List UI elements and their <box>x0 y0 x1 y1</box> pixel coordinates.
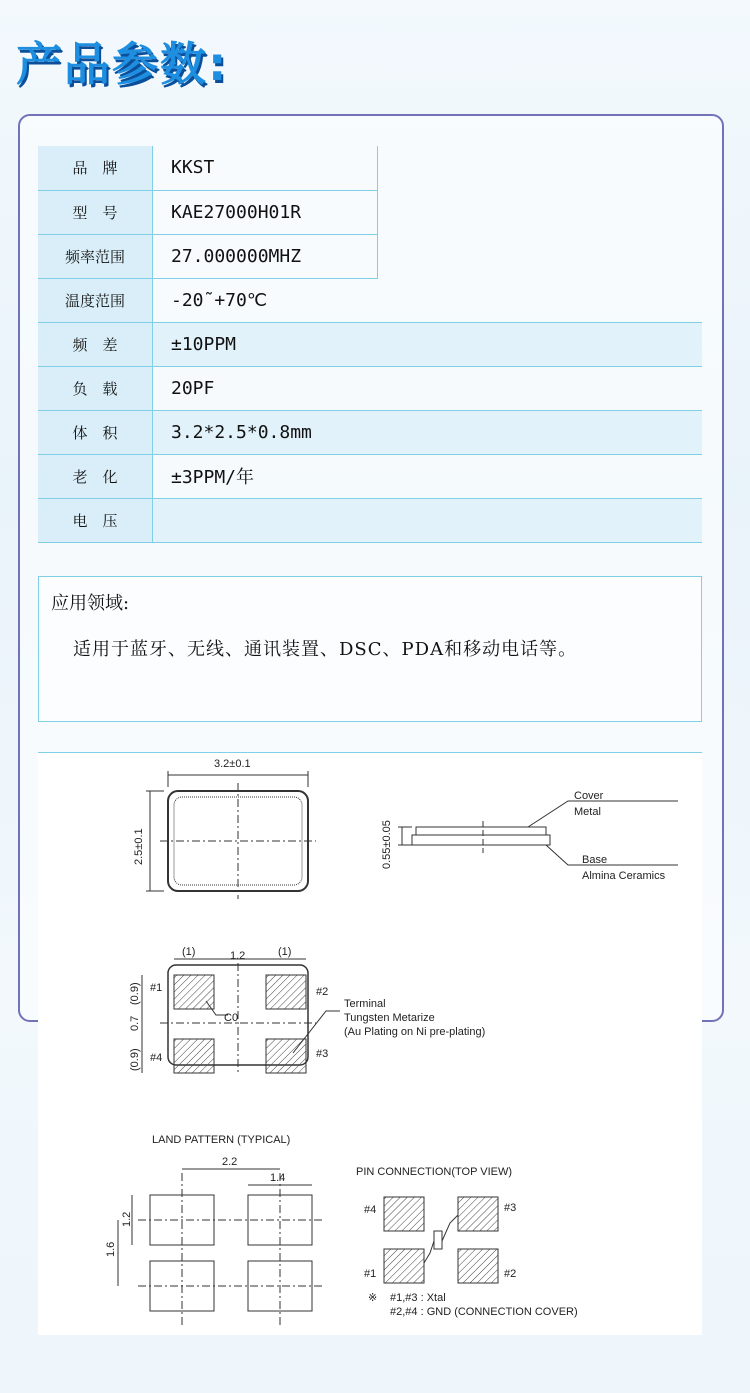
dim-top-width: 3.2±0.1 <box>214 758 251 770</box>
spec-value <box>153 498 703 542</box>
dim-gap: 1.2 <box>230 950 246 962</box>
pin-conn-1: #1 <box>364 1268 377 1280</box>
pin-label-4: #4 <box>150 1052 163 1064</box>
dim-09-top: (0.9) <box>129 982 141 1005</box>
pin-label-1: #1 <box>150 982 163 994</box>
spec-row-frequency <box>38 234 702 278</box>
spec-row-brand <box>38 146 702 190</box>
spec-value: -20˜+70℃ <box>153 278 703 322</box>
spec-row-aging <box>38 454 702 498</box>
terminal-material: Tungsten Metarize <box>344 1012 435 1024</box>
dim-land-16: 1.6 <box>105 1241 117 1257</box>
spec-label: 温度范围 <box>38 278 153 322</box>
dim-land-22: 2.2 <box>222 1156 238 1168</box>
pin-conn-4: #4 <box>364 1204 377 1216</box>
spec-blank <box>378 146 703 190</box>
spec-label: 频 差 <box>38 322 153 366</box>
spec-label: 品 牌 <box>38 146 153 190</box>
pin-connection-title: PIN CONNECTION(TOP VIEW) <box>356 1166 513 1178</box>
spec-value: 27.000000MHZ <box>153 234 378 278</box>
spec-blank <box>378 190 703 234</box>
application-box <box>38 576 702 722</box>
spec-label: 频率范围 <box>38 234 153 278</box>
terminal-plating: (Au Plating on Ni pre-plating) <box>344 1026 486 1038</box>
spec-value: 3.2*2.5*0.8mm <box>153 410 703 454</box>
spec-value: KAE27000H01R <box>153 190 378 234</box>
pin-pad-2 <box>458 1249 498 1283</box>
spec-blank <box>378 234 703 278</box>
drawing-svg <box>38 753 702 1335</box>
spec-row-size <box>38 410 702 454</box>
label-metal: Metal <box>574 806 601 818</box>
c0-label: C0 <box>224 1012 239 1024</box>
pin-pad-4 <box>384 1197 424 1231</box>
spec-value: ±3PPM/年 <box>153 454 703 498</box>
spec-label: 体 积 <box>38 410 153 454</box>
dim-07: 0.7 <box>129 1015 141 1031</box>
dim-land-12: 1.2 <box>121 1211 133 1227</box>
pin-label-2: #2 <box>316 986 329 998</box>
pad-2 <box>266 975 306 1009</box>
label-ceramics: Almina Ceramics <box>582 870 666 882</box>
label-base: Base <box>582 854 608 866</box>
land-pattern-title: LAND PATTERN (TYPICAL) <box>152 1134 291 1146</box>
crystal-symbol <box>434 1231 442 1249</box>
spec-label: 型 号 <box>38 190 153 234</box>
note-xtal: #1,#3 : Xtal <box>390 1292 446 1304</box>
dim-pad-right: (1) <box>278 946 292 958</box>
spec-table <box>38 146 702 543</box>
spec-row-model <box>38 190 702 234</box>
dimension-drawing <box>38 752 702 1335</box>
spec-row-temperature <box>38 278 702 322</box>
pin-conn-2: #2 <box>504 1268 517 1280</box>
dim-top-height: 2.5±0.1 <box>133 828 145 865</box>
spec-label: 电 压 <box>38 498 153 542</box>
pin-conn-3: #3 <box>504 1202 517 1214</box>
pin-label-3: #3 <box>316 1048 329 1060</box>
dim-pad-left: (1) <box>182 946 196 958</box>
spec-value: ±10PPM <box>153 322 703 366</box>
pin-pad-1 <box>384 1249 424 1283</box>
spec-value: KKST <box>153 146 378 190</box>
page-heading: 产品参数: <box>16 37 229 91</box>
spec-value: 20PF <box>153 366 703 410</box>
pin-pad-3 <box>458 1197 498 1231</box>
spec-row-tolerance <box>38 322 702 366</box>
spec-row-voltage <box>38 498 702 542</box>
spec-row-load <box>38 366 702 410</box>
note-mark: ※ <box>368 1292 378 1304</box>
terminal-label: Terminal <box>344 998 386 1010</box>
spec-label: 老 化 <box>38 454 153 498</box>
dim-land-14: 1.4 <box>270 1172 286 1184</box>
application-title: 应用领域: <box>51 593 130 614</box>
spec-label: 负 载 <box>38 366 153 410</box>
application-text: 适用于蓝牙、无线、通讯装置、DSC、PDA和移动电话等。 <box>73 639 578 660</box>
pad-4 <box>174 1039 214 1073</box>
dim-09-bottom: (0.9) <box>129 1048 141 1071</box>
label-cover: Cover <box>574 790 604 802</box>
dim-thickness: 0.55±0.05 <box>381 820 393 869</box>
note-gnd: #2,#4 : GND (CONNECTION COVER) <box>390 1306 578 1318</box>
package-side-cover <box>416 827 546 835</box>
package-side-base <box>412 835 550 845</box>
